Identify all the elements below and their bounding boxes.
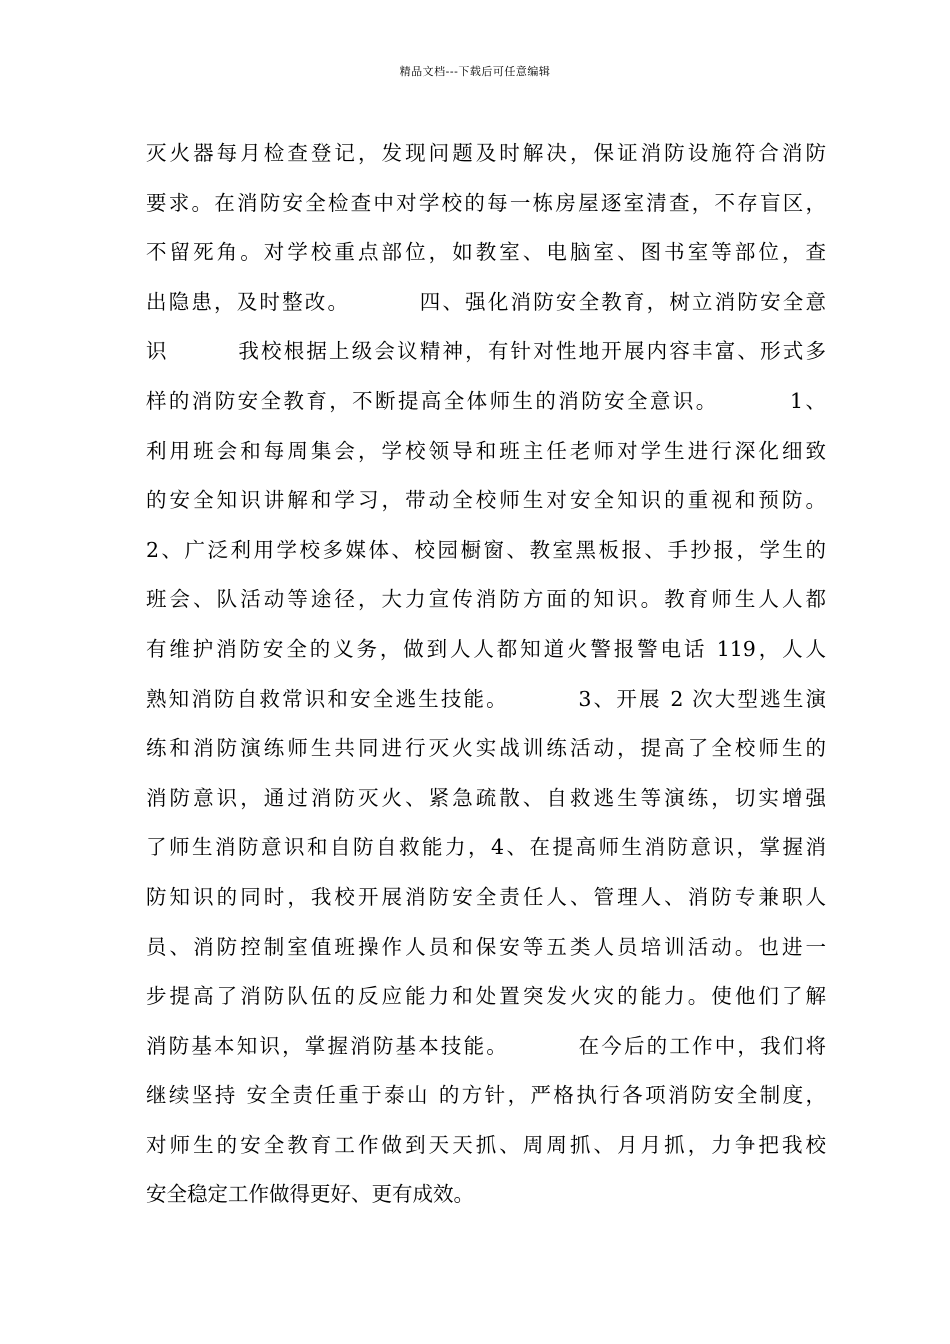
- text-line: 步提高了消防队伍的反应能力和处置突发火灾的能力。使他们了解: [146, 984, 826, 1009]
- text-line: 的安全知识讲解和学习，带动全校师生对安全知识的重视和预防。: [146, 488, 826, 513]
- text-line: 熟知消防自救常识和安全逃生技能。 3、开展 2 次大型逃生演: [146, 686, 826, 711]
- page-header: 精品文档---下载后可任意编辑: [399, 65, 551, 78]
- text-line: 继续坚持 安全责任重于泰山 的方针，严格执行各项消防安全制度，: [146, 1083, 826, 1108]
- text-line: 对师生的安全教育工作做到天天抓、周周抓、月月抓，力争把我校: [146, 1132, 826, 1157]
- text-line: 要求。在消防安全检查中对学校的每一栋房屋逐室清查，不存盲区，: [146, 190, 826, 215]
- text-line: 员、消防控制室值班操作人员和保安等五类人员培训活动。也进一: [146, 934, 826, 959]
- text-line: 消防意识，通过消防灭火、紧急疏散、自救逃生等演练，切实增强: [146, 785, 826, 810]
- text-line: 利用班会和每周集会，学校领导和班主任老师对学生进行深化细致: [146, 438, 826, 463]
- text-line: 消防基本知识，掌握消防基本技能。 在今后的工作中，我们将: [146, 1033, 826, 1058]
- text-line: 2、广泛利用学校多媒体、校园橱窗、教室黑板报、手抄报，学生的: [146, 537, 826, 562]
- text-line: 不留死角。对学校重点部位，如教室、电脑室、图书室等部位，查: [146, 240, 826, 265]
- text-line: 识 我校根据上级会议精神，有针对性地开展内容丰富、形式多: [146, 339, 826, 364]
- text-line: 安全稳定工作做得更好、更有成效。: [146, 1182, 474, 1207]
- text-line: 灭火器每月检查登记，发现问题及时解决，保证消防设施符合消防: [146, 141, 826, 165]
- text-line: 班会、队活动等途径，大力宣传消防方面的知识。教育师生人人都: [146, 587, 826, 612]
- text-line: 了师生消防意识和自防自救能力，4、在提高师生消防意识，掌握消: [146, 835, 826, 860]
- text-line: 出隐患，及时整改。 四、强化消防安全教育，树立消防安全意: [146, 289, 826, 314]
- body-text: [146, 129, 826, 1220]
- text-line: 样的消防安全教育，不断提高全体师生的消防安全意识。 1、: [146, 388, 826, 413]
- text-line: 防知识的同时，我校开展消防安全责任人、管理人、消防专兼职人: [146, 884, 826, 909]
- text-line: 练和消防演练师生共同进行灭火实战训练活动，提高了全校师生的: [146, 736, 826, 761]
- text-line: 有维护消防安全的义务，做到人人都知道火警报警电话 119，人人: [146, 636, 826, 661]
